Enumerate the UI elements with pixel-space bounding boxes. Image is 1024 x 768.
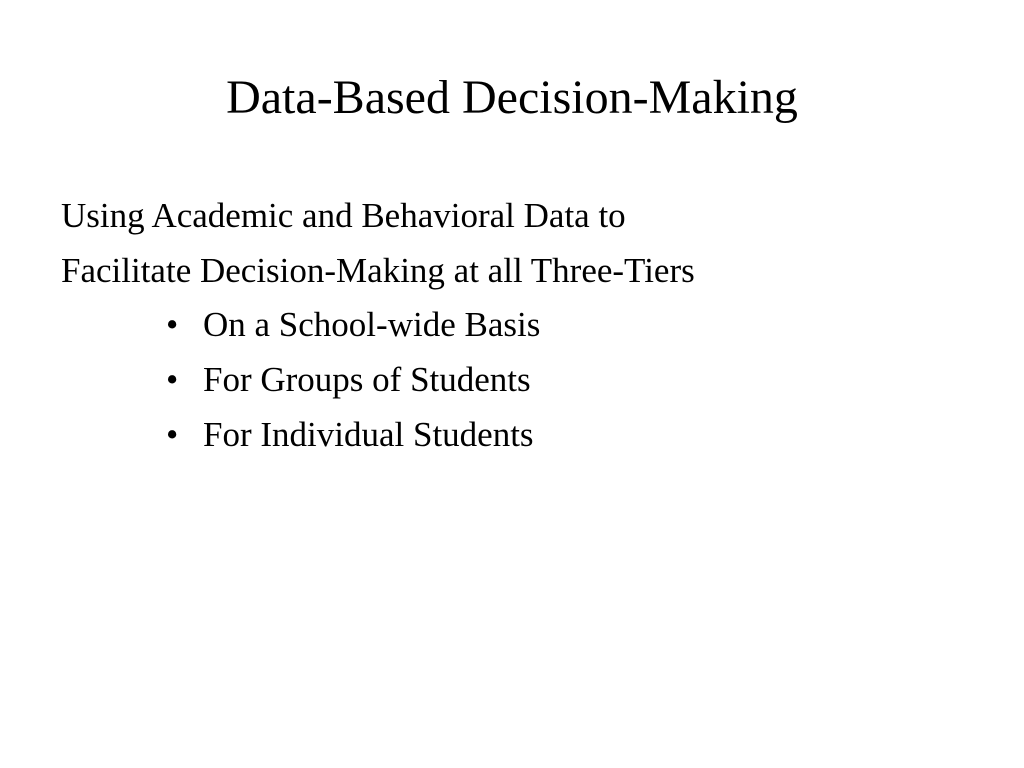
- intro-text: [61, 188, 991, 298]
- bullet-text: For Groups of Students: [203, 360, 531, 399]
- bullet-icon: •: [166, 360, 179, 399]
- bullet-item: [166, 297, 540, 352]
- bullet-item: [166, 407, 540, 462]
- bullet-list: [166, 297, 540, 462]
- bullet-text: For Individual Students: [203, 415, 534, 454]
- intro-line-2: Facilitate Decision-Making at all Three-Tiers: [61, 251, 695, 290]
- intro-line-1: Using Academic and Behavioral Data to: [61, 196, 626, 235]
- bullet-icon: •: [166, 305, 179, 344]
- slide-title: Data-Based Decision-Making: [226, 71, 798, 124]
- bullet-text: On a School-wide Basis: [203, 305, 541, 344]
- bullet-icon: •: [166, 415, 179, 454]
- bullet-item: [166, 352, 540, 407]
